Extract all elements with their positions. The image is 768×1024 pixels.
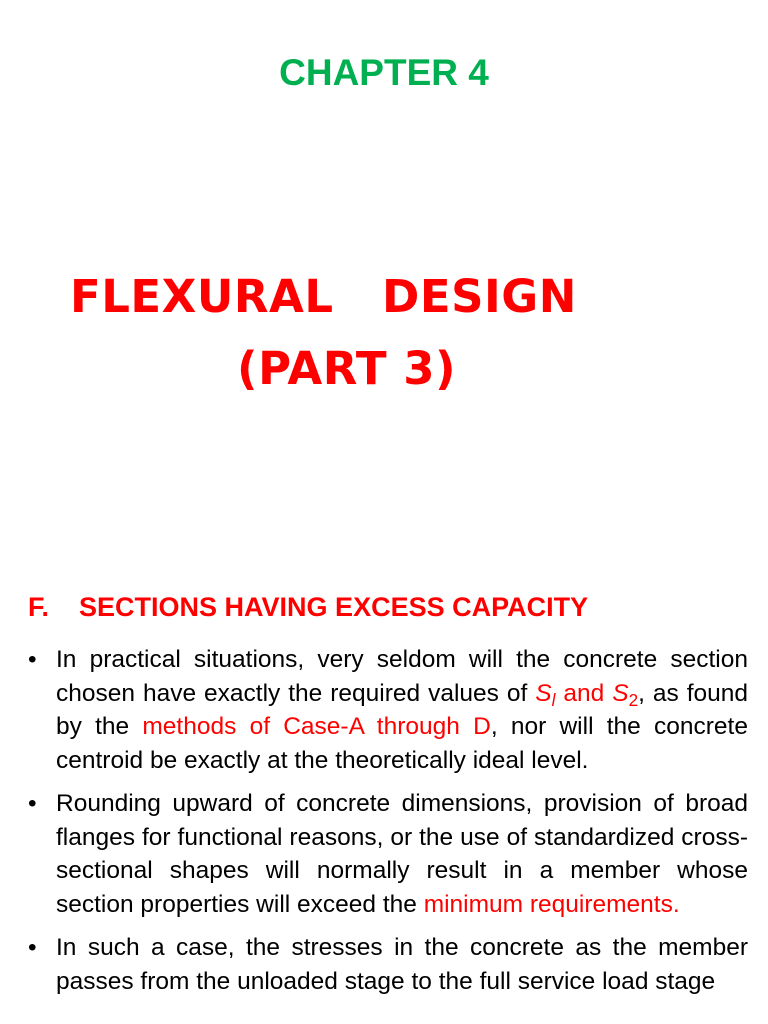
bullet-item-1 (28, 643, 748, 777)
bullet-1-text-b: , as found by the (56, 679, 749, 740)
bullet-2-text: Rounding upward of concrete dimensions, provision of broad flanges for functional reasons, or the use of standardized cross-sectional shapes will normally result in a member whose section properties will exceed the (56, 790, 748, 918)
bullet-marker: • (28, 646, 37, 673)
bullet-marker: • (28, 934, 37, 961)
minimum-requirements-highlight: minimum requirements. (423, 890, 680, 918)
bullet-list (28, 643, 748, 1008)
section-heading (28, 592, 588, 623)
symbol-s2: $S_2$ (612, 679, 639, 710)
main-title-line-1: FLEXURAL DESIGN (70, 270, 577, 323)
methods-highlight: methods of Case-A through D (142, 713, 491, 740)
bullet-1-text-a: In practical situations, very seldom will the concrete section chosen have exactly the required values of (56, 646, 748, 707)
bullet-item-2 (28, 787, 748, 921)
bullet-3-text: In such a case, the stresses in the concrete as the member passes from the unloaded stage to the full service load stage (56, 934, 748, 995)
chapter-title: CHAPTER 4 (279, 52, 489, 93)
bullet-marker: • (28, 790, 37, 817)
bullet-1-text-c: , nor will the concrete centroid be exactly at the theoretically ideal level. (56, 713, 748, 774)
symbol-and: and (555, 679, 613, 707)
section-heading-text: SECTIONS HAVING EXCESS CAPACITY (79, 592, 589, 622)
main-title-line-2: (PART 3) (237, 342, 457, 395)
symbol-s1: $S_l$ (535, 679, 556, 710)
section-letter: F. (28, 592, 50, 622)
bullet-item-3 (28, 931, 748, 998)
